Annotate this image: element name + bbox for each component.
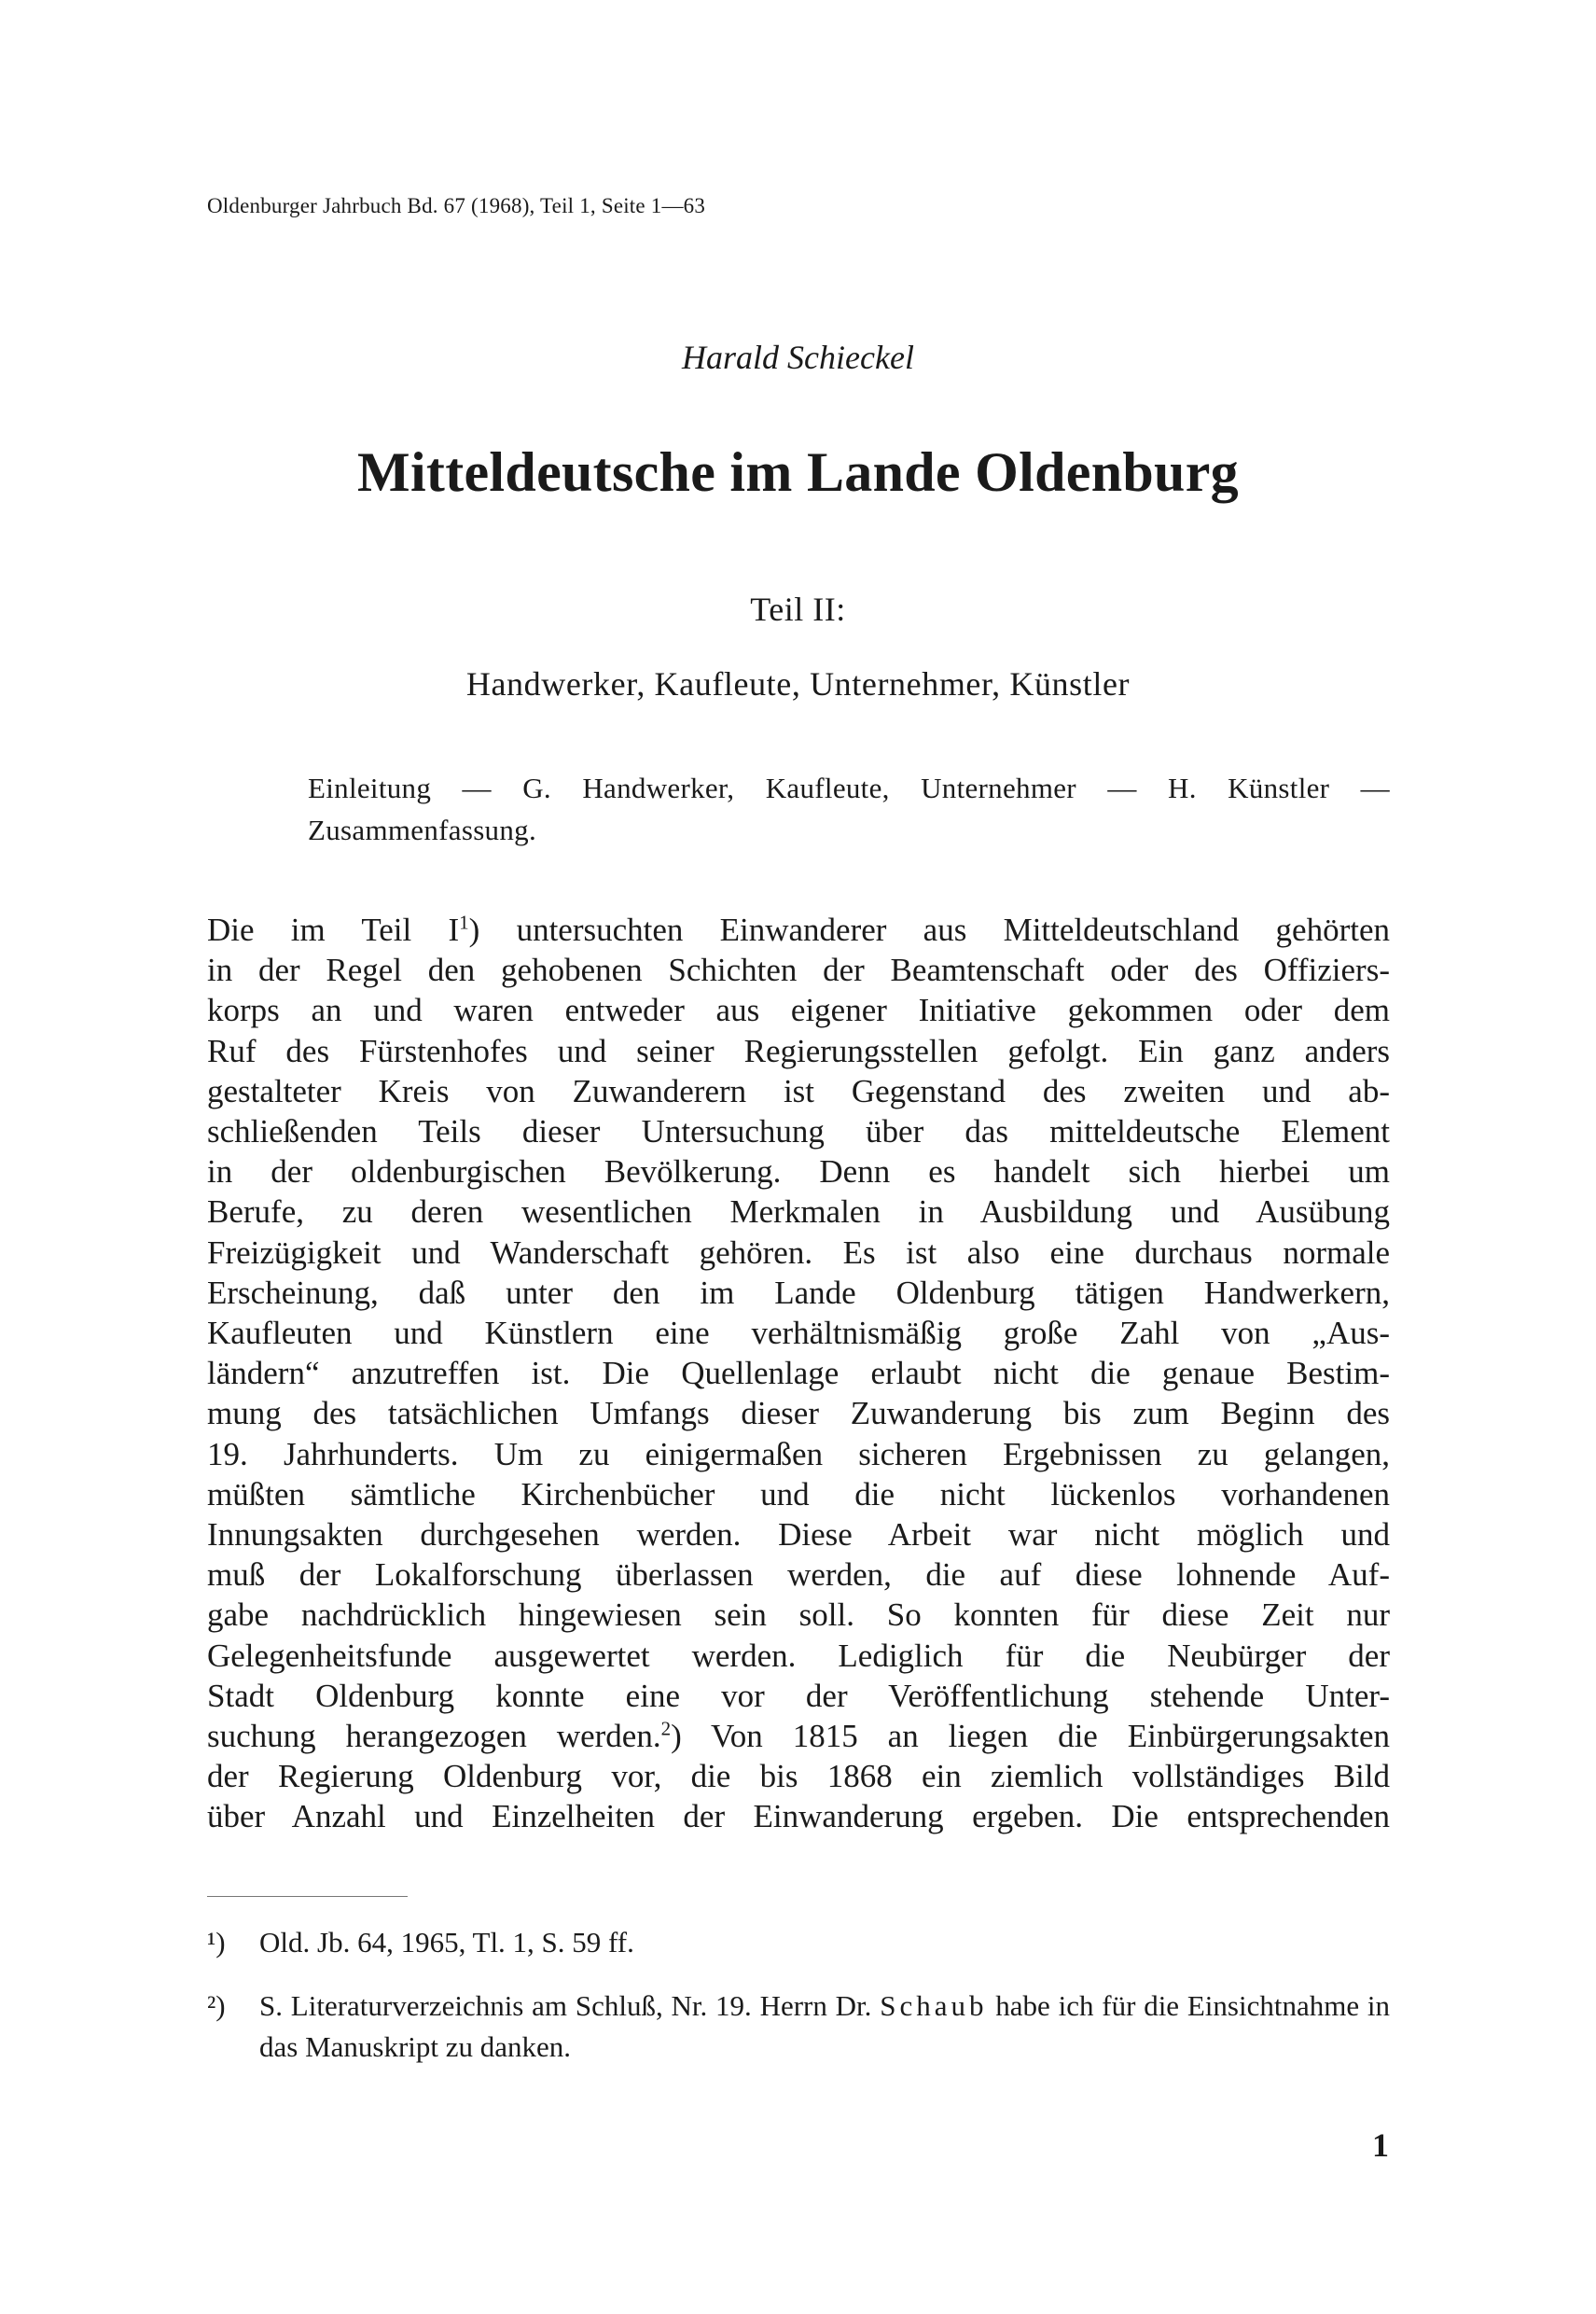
- body-line: korps an und waren entweder aus eigener Initiative gekommen oder dem: [207, 992, 1390, 1029]
- table-of-contents: Einleitung — G. Handwerker, Kaufleute, Unternehmer — H. Künstler — Zusammenfassung.: [308, 772, 1390, 846]
- body-line: schließenden Teils dieser Untersuchung über das mitteldeutsche Element: [207, 1113, 1390, 1150]
- body-line: der Regierung Oldenburg vor, die bis 1868 ein ziemlich vollständiges Bild: [207, 1758, 1390, 1795]
- body-line: gabe nachdrücklich hingewiesen sein soll. So konnten für diese Zeit nur: [207, 1596, 1390, 1634]
- article-title: Mitteldeutsche im Lande Oldenburg: [357, 441, 1239, 503]
- footnote-1: [207, 1922, 1390, 1963]
- footnote-divider: [207, 1896, 408, 1897]
- body-paragraph: [207, 910, 1390, 1837]
- body-line: Die im Teil $I^1$) untersuchten Einwanderer aus Mitteldeutschland gehörten: [207, 911, 1390, 948]
- body-line: gestalteter Kreis von Zuwanderern ist Gegenstand des zweiten und ab-: [207, 1072, 1390, 1109]
- body-line: über Anzahl und Einzelheiten der Einwanderung ergeben. Die entsprechenden: [207, 1798, 1390, 1835]
- footnote-mark: ¹): [207, 1926, 226, 1959]
- body-line: Innungsakten durchgesehen werden. Diese Arbeit war nicht möglich und: [207, 1516, 1390, 1554]
- running-head: Oldenburger Jahrbuch Bd. 67 (1968), Teil 1, Seite 1—63: [207, 194, 706, 217]
- body-line: Ruf des Fürstenhofes und seiner Regierungsstellen gefolgt. Ein ganz anders: [207, 1032, 1390, 1069]
- body-line: suchung herangezogen werden.$^2$) Von 1815 an liegen die Einbürgerungsakten: [207, 1717, 1390, 1755]
- body-line: mung des tatsächlichen Umfangs dieser Zuwanderung bis zum Beginn des: [207, 1395, 1390, 1432]
- body-line: muß der Lokalforschung überlassen werden, die auf diese lohnende Auf-: [207, 1556, 1390, 1594]
- article-subtitle: Handwerker, Kaufleute, Unternehmer, Künstler: [465, 665, 1131, 703]
- footnote-text: Old. Jb. 64, 1965, Tl. 1, S. 59 ff.: [259, 1926, 634, 1959]
- body-line: Freizügigkeit und Wanderschaft gehören. Es ist also eine durchaus normale: [207, 1234, 1390, 1271]
- author-name: Harald Schieckel: [682, 339, 914, 376]
- footnote-ref-1: 1: [459, 911, 469, 934]
- body-line: Berufe, zu deren wesentlichen Merkmalen in Ausbildung und Ausübung: [207, 1193, 1390, 1231]
- body-line: in der Regel den gehobenen Schichten der Beamtenschaft oder des Offiziers-: [207, 952, 1390, 989]
- spaced-name: Schaub: [880, 1989, 988, 2022]
- footnote-2: [207, 1986, 1390, 2068]
- footnote-text: S. Literaturverzeichnis am Schluß, Nr. 19. Herrn Dr. Schaub habe ich für die Einsichtnahme in das Manuskript zu danken.: [259, 1989, 1390, 2063]
- body-line: ländern“ anzutreffen ist. Die Quellenlage erlaubt nicht die genaue Bestim-: [207, 1355, 1390, 1392]
- body-line: in der oldenburgischen Bevölkerung. Denn es handelt sich hierbei um: [207, 1153, 1390, 1191]
- body-line: Erscheinung, daß unter den im Lande Oldenburg tätigen Handwerkern,: [207, 1274, 1390, 1311]
- body-line: Stadt Oldenburg konnte eine vor der Veröffentlichung stehende Unter-: [207, 1677, 1390, 1714]
- part-heading: Teil II:: [750, 591, 846, 628]
- body-line: 19. Jahrhunderts. Um zu einigermaßen sicheren Ergebnissen zu gelangen,: [207, 1435, 1390, 1472]
- footnote-ref-2: 2: [660, 1717, 672, 1740]
- page-number: 1: [1372, 2126, 1389, 2164]
- body-line: Kaufleuten und Künstlern eine verhältnismäßig große Zahl von „Aus-: [207, 1315, 1390, 1352]
- footnote-mark: ²): [207, 1989, 226, 2022]
- body-line: Gelegenheitsfunde ausgewertet werden. Lediglich für die Neubürger der: [207, 1637, 1390, 1674]
- body-line: müßten sämtliche Kirchenbücher und die nicht lückenlos vorhandenen: [207, 1475, 1390, 1512]
